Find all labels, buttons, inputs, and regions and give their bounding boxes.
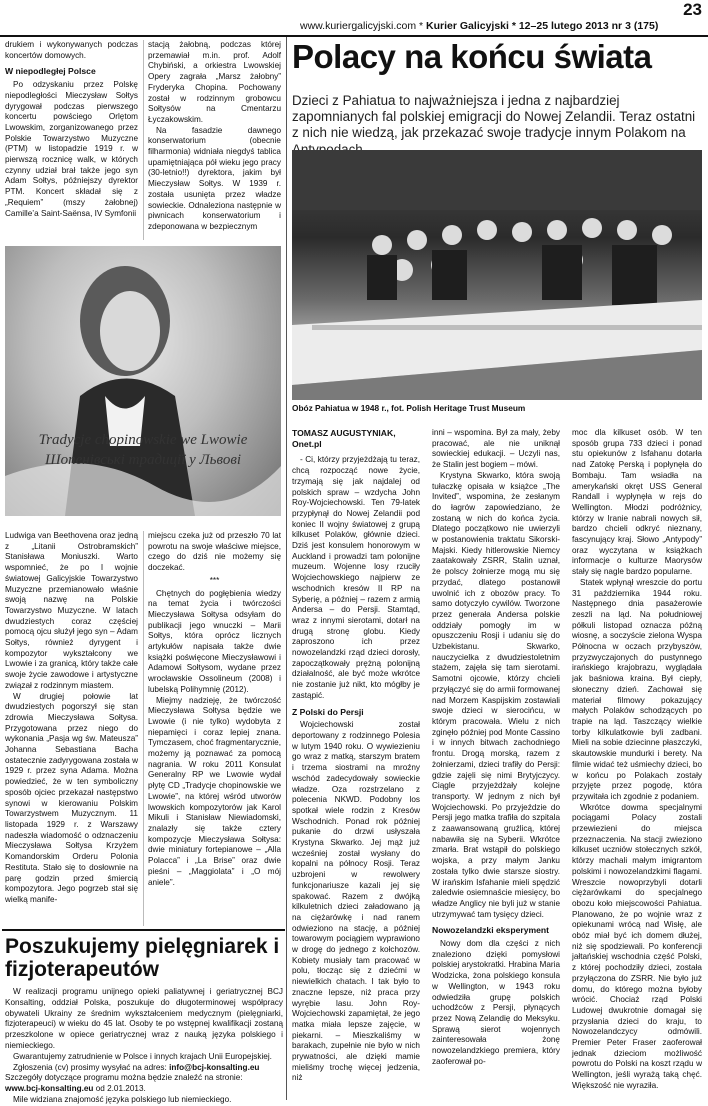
chopin-portrait-image	[5, 246, 281, 516]
portrait-caption-pl: Tradycje chopinowskie we Lwowie	[38, 432, 248, 448]
column-rule	[143, 531, 144, 926]
ad-text: Szczegóły dotyczące programu można będzie znaleźć na stronie:	[5, 1073, 243, 1083]
left-column-3	[5, 531, 138, 906]
left-text: Miejmy nadzieję, że twórczość Mieczysława Sołtysa będzie we Lwowie (i nie tylko) wydobyta z niepamięci i coraz lepiej znana. Tymczasem, choć fragmentarycznie, możemy ją poznawać za pomocą nagrania. W roku 2011 Konsulat Generalny RP we Lwowie wydał płytę CD „Tradycje chopinowskie we Lwowie”, na której wśród utworów lwowskich kompozytorów jak Karol Mikuli i Stanisław Niewiadomski, znalazły się także cztery kompozycje Mieczysława Sołtysa: dwie miniatury fortepianowe – „Alla Polacca” i „La Brise” oraz dwie pieśni – „Maggiolata” i „O mój aniele”.	[148, 695, 281, 887]
photo-caption: Obóz Pahiatua w 1948 r., fot. Polish Heritage Trust Museum	[292, 403, 526, 413]
page-header: www.kuriergalicyjski.com * Kurier Galicyjski * 12–25 lutego 2013 nr 3 (175)	[300, 20, 659, 32]
article-column-2	[432, 428, 560, 1067]
left-text-top: drukiem i wykonywanych podczas koncertów domowych.	[5, 40, 138, 60]
left-text: Ludwiga van Beethovena oraz jedną z „Litanii Ostrobramskich” Stanisława Moniuszki. Warto wspomnieć, że po I wojnie światowej Galicyjskie Towarzystwo Muzyczne przemianowało właśnie swoją nazwę na Polskie Towarzystwo Muzyczne. W latach dwudziestych coraz częściej pomocą ojcu służył jego syn – Adam Sołtys, również dyrygent i kompozytor wykształcony we Lwowie i za granicą, który także całe swoje życie zawodowe i artystyczne związał z rodzinnym miastem.	[5, 531, 138, 690]
left-column-2	[148, 40, 281, 233]
issue-info: Kurier Galicyjski * 12–25 lutego 2013 nr 3 (175)	[426, 20, 659, 32]
article-text: Statek wpłynął wreszcie do portu 31 października 1944 roku. Następnego dnia pasażerowie zeszli na ląd. Na południowej półkuli listopad oznacza późną wiosnę, a soczyście zielona Wyspa Północna w oczach przybyszów, przyzwyczajonych do pustynnego irańskiego krajobrazu, wyglądała jak baśniowa kraina. Był ciepły, słoneczny dzień. Zachował się materiał filmowy pokazujący małych Polaków schodzących po trapie na ląd. Taszczący wielkie torby kilkulatkowie byli zadbani. Mieli na sobie dziecinne płaszczyki, skautowskie mundurki i berety. Na filmie widać też uśmiechy dzieci, bo w końcu po Polakach zostały przyjęte przez pogodę, która przywitała ich zgodnie z podaniem.	[572, 577, 702, 801]
article-text: Krystyna Skwarko, która swoją tułaczkę opisała w książce „The Invited”, wspomina, że zesłanym do łagrów zapowiedziano, że zostaną w nich do końca życia. Dlatego początkowo nie uwierzyli w postanowienia traktatu Sikorski-Majski. Kiedy hitlerowskie Niemcy zaatakowały ZSRR, Stalin uznał, że polscy żołnierze mogą mu się przydać, dlatego postanowił uwolnić ich z obozów pracy. To samo dotyczyło cywilów. Tworzone przez generała Andersa polskie oddziały pomogły im w opuszczeniu Rosji i udaniu się do Uzbekistanu. Skwarko, nauczycielka z dwudziestoletnim stażem, zajęła się tam sierotami. Samotni ojcowie, którzy chcieli przyłączyć się do armii formowanej nad Morzem Kaspijskim zostawiali swoje dzieci w sierocińcu, w którym pracowała. Wielu z nich zginęło później pod Monte Cassino i w innych bitwach zachodniego frontu. Drogą morską, razem z żołnierzami, dzieci trafiły do Persji: gdzie zajęli się nimi Brytyjczycy. Ciągle przyjeżdżały kolejne transporty. W jednym z nich był Wojciechowski. Po przyjeździe do Persji jego matka trafiła do szpitala z zaawansowaną gruźlicą, której nabawiła się na Syberii. Wkrótce zmarła. Brat wstąpił do polskiego wojska, a przy małym Janku została tylko dwie starsze siostry. W irańskim Isfahanie mieli spędzić zaledwie osiemnaście miesięcy, bo władze Anglicy nie byli już w stanie utrzymywać tam tysięcy dzieci.	[432, 470, 560, 919]
vertical-divider	[286, 37, 287, 1100]
left-column-4	[148, 531, 281, 888]
left-text: W drugiej połowie lat dwudziestych pogorszył się stan zdrowia Mieczysława Sołtysa. Przygotowana przez niego do wykonania „Pasja wg św. Mateusza” Johanna Sebastiana Bacha ostatecznie zadyrygowana została w 1929 r. przez syna Adama. Można powiedzieć, że w ten symboliczny sposób ojciec przekazał następstwo synowi w kierowaniu Polskim Towarzystwem Muzycznym. 11 listopada 1929 r. z Warszawy nadeszła wiadomość o odznaczeniu Mieczysława Sołtysa Krzyżem Komandorskim Orderu Polonia Restituta. Stało się to dosłownie na parę godzin przed śmiercią kompozytora. Jego pogrzeb stał się wielką manife-	[5, 691, 138, 904]
article-column-1	[292, 428, 420, 1084]
ad-divider	[2, 929, 285, 931]
left-col2-text: stacją żałobną, podczas której przemawiał m.in. prof. Adolf Chybiński, a orkiestra Lwowskiej Opery zagrała „Marsz żałobny” Fryderyka Chopina. Pochowany został w rodzinnym grobowcu Sołtysów na Cmentarzu Łyczakowskim.	[148, 40, 281, 124]
ad-text: Mile widziana znajomość języka polskiego lub niemieckiego.	[13, 1094, 232, 1104]
article-lead: Dzieci z Pahiatua to najważniejsza i jedna z najbardziej zapomnianych fal polskiej emigracji do Nowej Zelandii. Teraz ostatni z nich nie wiedzą, jak przekazać swoje tradycje innym Polakom na	[292, 93, 696, 141]
column-rule	[143, 40, 144, 240]
article-source: Onet.pl	[292, 438, 322, 449]
left-text: miejscu czeka już od przeszło 70 lat powrotu na swoje właściwe miejsce, czego do dziś nie możemy się doczekać.	[148, 531, 281, 573]
ad-website-link[interactable]: www.bcj-konsalting.eu	[5, 1084, 94, 1094]
article-text: - Ci, którzy przyjeżdżają tu teraz, chcą rozpocząć nowe życie, trzymają się jak najdalej od polskich spraw – wzdycha John Roy-Wojciechowski. Ten 79-latek przypłynął do Nowej Zelandii pod koniec II wojny światowej z grupą kilkuset Polaków, głównie dzieci. Dziś jest konsulem honorowym w Auckland i prowadzi tam polonijne muzeum. Wojenne losy rzuciły Wojciechowskiego najpierw ze wschodnich kresów II RP na Syberię, a później – razem z armią Andersa – do Persji. Stamtąd, wraz z innymi sierotami, dotarł na drugą stronę globu. Kiedy zaproszono ich przez nowozelandzki rząd dzieci dorosły, zapoczątkowały prężną polonijną działalność, ale być może wkrótce nie zostanie już nikt, kto mógłby je zastąpić.	[292, 455, 420, 700]
left-text: Chętnych do pogłębienia wiedzy na temat życia i twórczości Mieczysława Sołtysa odsyłam do publikacji jego wnuczki – Marii Sołtys, która oprócz licznych artykułów napisała także dwie książki poświęcone Mieczysławowi i Adamowi Sołtysom, wydane przez wrocławskie Ossolineum (2008) i lubelską Polihymnię (2012).	[148, 588, 281, 694]
page-number: 23	[683, 0, 702, 19]
site-url[interactable]: www.kuriergalicyjski.com	[300, 20, 417, 32]
section-heading: Z Polski do Persji	[292, 706, 364, 717]
photo-illustration	[292, 150, 702, 400]
ad-title: Poszukujemy pielęgniarek i fizjoterapeutów	[5, 935, 280, 981]
section-stars: ***	[209, 575, 220, 585]
article-text: Wojciechowski został deportowany z rodzinnego Polesia w lutym 1940 roku. O wywiezieniu go wraz z matką, starszym bratem i trzema siostrami na mroźny wschód zadecydowały sowieckie władze. Oza rozstrzelano z polecenia NKWD. Podobny los spotkał wiele rodzin z Kresów Wschodnich. Ponad rok później pukanie do drzwi usłyszała Krystyna Skwarko. Jej mąż już wcześniej został wysłany do kopalni na północy Rosji. Teraz uzbrojeni w rewolwery funkcjonariusze kazali jej się spakować. Razem z dwójką kilkuletnich dzieci załadowano ją na ciężarówkę i nad ranem odwieziono na stację, a później towarowym pociągiem wyprawiono w drogę do jednego z kołchozów. Kobiety musiały tam pracować w polu, tłocząc się z dziećmi w niewielkich chatach. I tak było to znaczne lepsze, niż praca przy wyrębie lasu. John Roy-Wojciechowski zapamiętał, że jego matka miała lepsze zajęcie, w piekarni. – Mieszkaliśmy w barakach, zupełnie nie było w nich prywatności, ale dzięki mamie mieliśmy trochę więcej jedzenia, niż	[292, 720, 420, 1083]
ad-text: W realizacji programu unijnego opieki paliatywnej i geriatrycznej BCJ Konsalting, oddział Polska, poszukuje do długoterminowej współpracy obywateli Ukrainy ze średnim wykształceniem medycznym (pielęgniarki, fizjoterapeuci) w wieku do 45 lat. Osoby te po wstępnej kwalifikacji zostaną przeszkolone w opiece geriatrycznej wraz z nauką języka polskiego i niemieckiego.	[5, 987, 283, 1050]
ad-body	[5, 987, 283, 1106]
article-text: inni – wspomina. Był za mały, żeby pracować, ale nie uniknął sowieckiej edukacji. – Uczyli nas, że Stalin jest bogiem – mówi.	[432, 428, 560, 470]
ad-text: Zgłoszenia (cv) prosimy wysyłać na adres:	[13, 1062, 167, 1072]
article-column-3	[572, 428, 702, 1092]
ad-text: Gwarantujemy zatrudnienie w Polsce i innych krajach Unii Europejskiej.	[13, 1051, 272, 1061]
section-heading: Nowozelandzki eksperyment	[432, 925, 550, 936]
ad-email-link[interactable]: info@bcj-konsalting.eu	[169, 1062, 260, 1072]
portrait-illustration	[5, 246, 281, 516]
left-column-1	[5, 40, 138, 219]
ad-text: od 2.01.2013.	[95, 1084, 146, 1094]
left-heading: W niepodległej Polsce	[5, 66, 96, 77]
left-paragraph: Po odzyskaniu przez Polskę niepodległości Mieczysław Sołtys dyrygował podczas pierwszego koncertu powściego Orlętom Lwowskim, zorganizowanego przez Polskie Towarzystwo Muzyczne (PTM) w listopadzie 1919 r. w pierwszą rocznicę walk, w których czynny udział brał także jego syn Adam Sołtys, późniejszy dyrektor PTM. Koncert składał się z „Requiem” (mszy żałobnej) Camille’a Saint-Saënsa, IV Symfonii	[5, 80, 138, 218]
portrait-caption-uk: Шопенівські традиції у Львові	[44, 452, 242, 468]
article-text: Nowy dom dla części z nich znaleziono dzięki pomysłowi polskiej arystokratki. Hrabina Maria Wodzicka, żona polskiego konsula w Wellington, w 1943 roku odwiedziła grupę polskich uchodźców z Persji, płynących przez Nową Zelandię do Meksyku. Sprawą sierot wojennych zainteresowała żonę nowozelandzkiego premiera, który zaoferował po-	[432, 939, 560, 1066]
author-name: TOMASZ AUGUSTYNIAK,	[292, 428, 396, 438]
portrait-caption	[5, 430, 281, 470]
article-title: Polacy na końcu świata	[292, 38, 652, 75]
article-text: Wkrótce dowma specjalnymi pociągami Polacy zostali przewiezieni do miejsca przeznaczenia. Na stacji zwieziono kilkuset uczniów stołecznych szkół, którzy machali małym imigrantom polskimi i nowozelandzkimi flagami. Wreszcie nowoprzybyli dotarli ciężarówkami do specjalnego obozu koło miejscowości Pahiatua. Planowano, że po wojnie wraz z opiekunami wrócą nad Wisłę, ale obóz miał być ich domem dłużej, niż się spodziewali. Po konferencji jałtańskiej wschodnia część Polski, z której pochodziły dzieci, została przyłączona do ZSRR. Nie było już domu, do którego można byłoby wrócić. Chociaż rząd Polski Ludowej dwukrotnie domagał się przysłania dzieci do kraju, to Nowozelandczycy odmówili. Premier Peter Fraser zaoferował jednak dzieciom możliwość powrotu do Polski na koszt rządu w Wellington, jeśli wyrażą taką chęć. Większość nie wyraziła.	[572, 802, 702, 1090]
header-divider	[0, 35, 708, 37]
pahiatua-camp-photo	[292, 150, 702, 400]
left-col2-text: Na fasadzie dawnego konserwatorium (obecnie filharmonia) widniała niegdyś tablica upamiętniająca pół wieku jego pracy (30-letnio!!) dyrektora, jakim był Mieczysław Sołtys. W 1939 r. została usunięta przez władze sowieckie. Odnaleziona następnie w piwnicach konserwatorium i zdeponowana w bezpiecznym	[148, 125, 281, 231]
article-text: moc dla kilkuset osób. W ten sposób grupa 733 dzieci i ponad stu opiekunów z Isfahanu dotarła nad Zatokę Perską i popłynęła do Bombaju. Tam wsiadła na amerykański okręt USS General Randall i wypłynęła w rejs do Wellington. Młodzi podróżnicy, którzy w Iranie nabrali nowych sił, bardzo chcieli odkryć nieznany, fascynujący kraj. Słowo „Antypody” oraz wyczytana w książkach informacje o kulturze Maorysów stały się nagle bardzo popularne.	[572, 428, 702, 577]
